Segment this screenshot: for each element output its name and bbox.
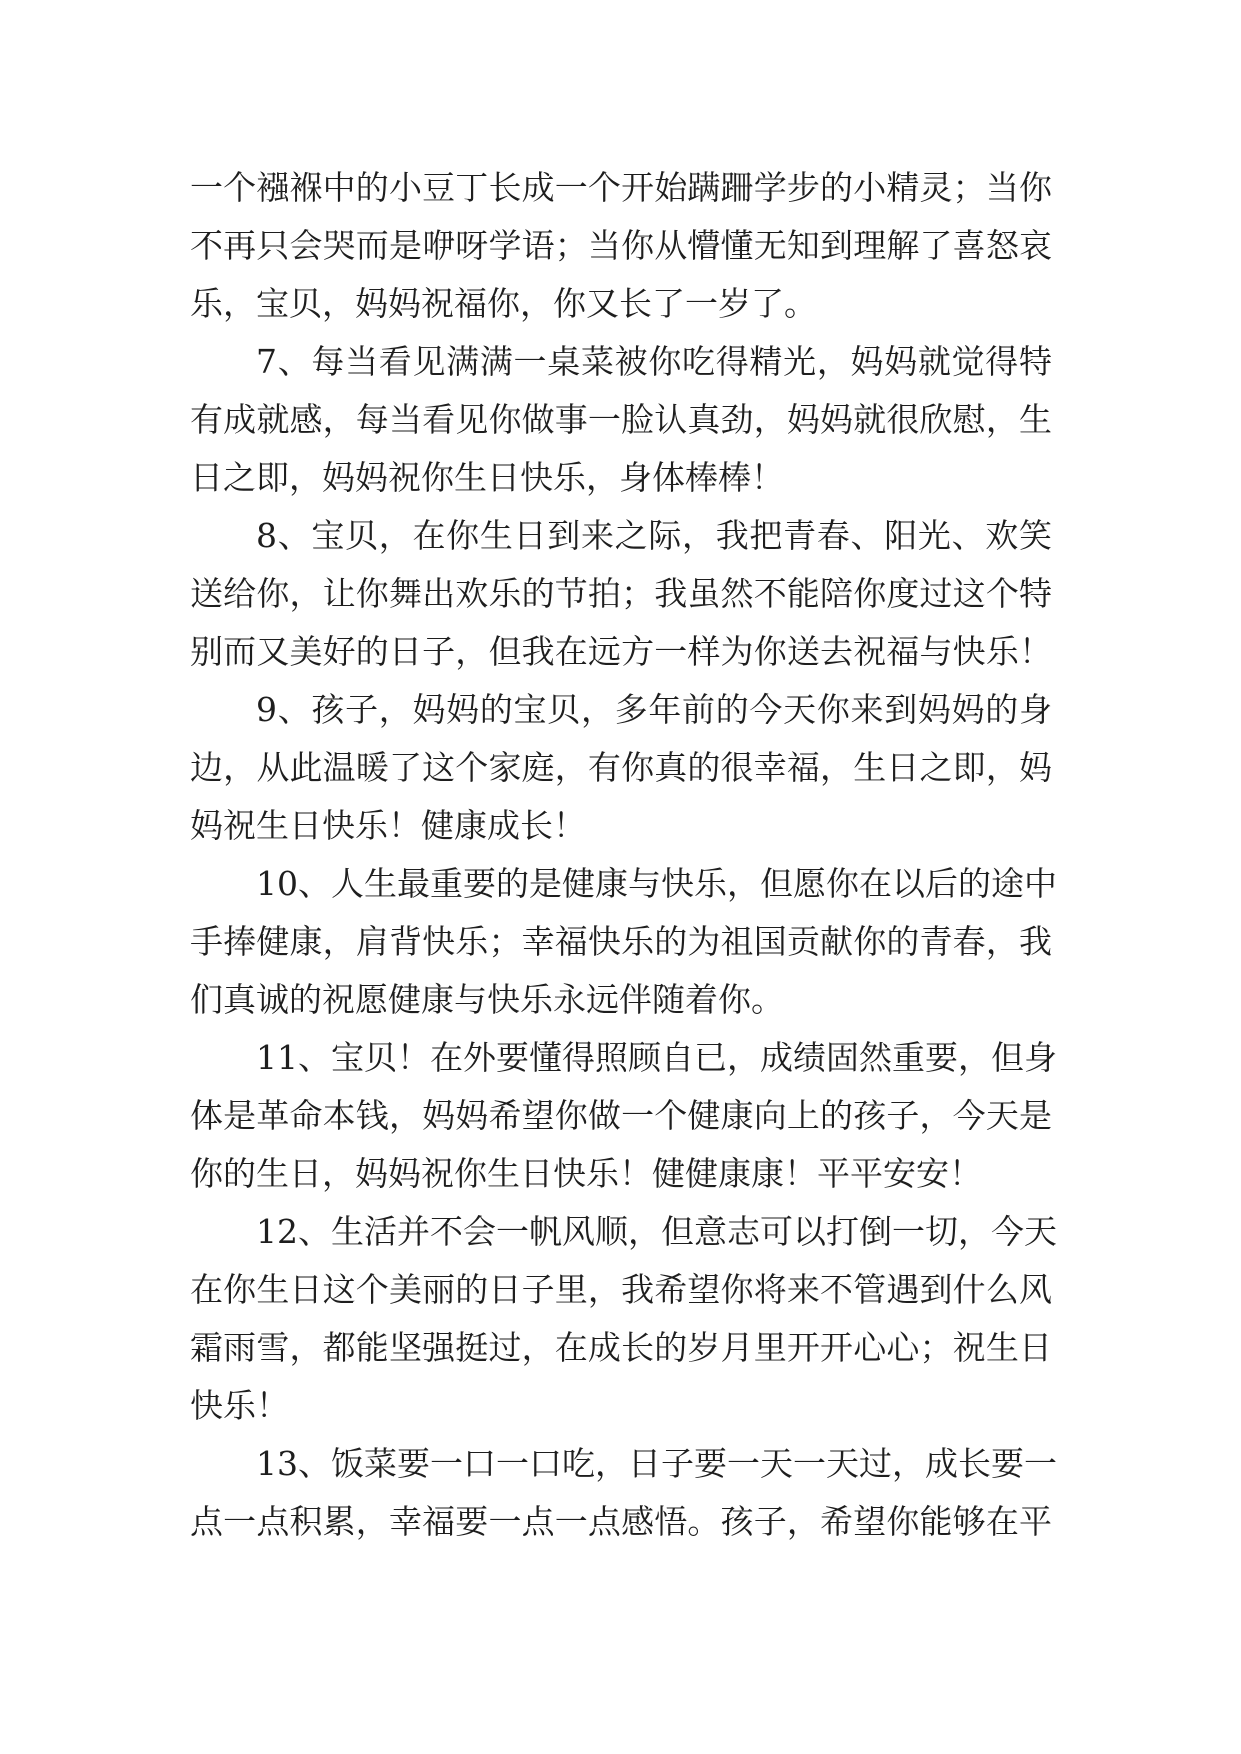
- text-line: 体是革命本钱，妈妈希望你做一个健康向上的孩子，今天是: [190, 1096, 1052, 1135]
- paragraph: [190, 855, 1057, 1029]
- text-line: 手捧健康，肩背快乐；幸福快乐的为祖国贡献你的青春，我: [190, 922, 1052, 961]
- text-line: 霜雨雪，都能坚强挺过，在成长的岁月里开开心心；祝生日: [190, 1328, 1052, 1367]
- paragraph: [190, 159, 1052, 333]
- text-line: 10、人生最重要的是健康与快乐，但愿你在以后的途中: [256, 864, 1057, 903]
- text-line: 在你生日这个美丽的日子里，我希望你将来不管遇到什么风: [190, 1270, 1052, 1309]
- text-line: 8、宝贝，在你生日到来之际，我把青春、阳光、欢笑: [256, 516, 1052, 555]
- text-line: 一个襁褓中的小豆丁长成一个开始蹒跚学步的小精灵；当你: [190, 168, 1052, 207]
- text-line: 别而又美好的日子，但我在远方一样为你送去祝福与快乐！: [190, 632, 1052, 671]
- text-line: 边，从此温暖了这个家庭，有你真的很幸福，生日之即，妈: [190, 748, 1052, 787]
- document-body: [190, 159, 1057, 1551]
- paragraph: [190, 681, 1052, 855]
- text-line: 你的生日，妈妈祝你生日快乐！健健康康！平平安安！: [190, 1154, 982, 1193]
- text-line: 12、生活并不会一帆风顺，但意志可以打倒一切，今天: [256, 1212, 1057, 1251]
- text-line: 有成就感，每当看见你做事一脸认真劲，妈妈就很欣慰，生: [190, 400, 1052, 439]
- text-line: 7、每当看见满满一桌菜被你吃得精光，妈妈就觉得特: [256, 342, 1052, 381]
- text-line: 不再只会哭而是咿呀学语；当你从懵懂无知到理解了喜怒哀: [190, 226, 1052, 265]
- paragraph: [190, 1435, 1057, 1551]
- text-line: 11、宝贝！在外要懂得照顾自已，成绩固然重要，但身: [256, 1038, 1057, 1077]
- paragraph: [190, 507, 1052, 681]
- text-line: 快乐！: [190, 1386, 289, 1425]
- text-line: 送给你，让你舞出欢乐的节拍；我虽然不能陪你度过这个特: [190, 574, 1052, 613]
- text-line: 们真诚的祝愿健康与快乐永远伴随着你。: [190, 980, 784, 1019]
- text-line: 点一点积累，幸福要一点一点感悟。孩子，希望你能够在平: [190, 1502, 1052, 1541]
- text-line: 乐，宝贝，妈妈祝福你，你又长了一岁了。: [190, 284, 817, 323]
- paragraph: [190, 1029, 1057, 1203]
- text-line: 妈祝生日快乐！健康成长！: [190, 806, 586, 845]
- paragraph: [190, 1203, 1057, 1435]
- text-line: 9、孩子，妈妈的宝贝，多年前的今天你来到妈妈的身: [256, 690, 1052, 729]
- text-line: 日之即，妈妈祝你生日快乐，身体棒棒！: [190, 458, 784, 497]
- text-line: 13、饭菜要一口一口吃，日子要一天一天过，成长要一: [256, 1444, 1057, 1483]
- paragraph: [190, 333, 1052, 507]
